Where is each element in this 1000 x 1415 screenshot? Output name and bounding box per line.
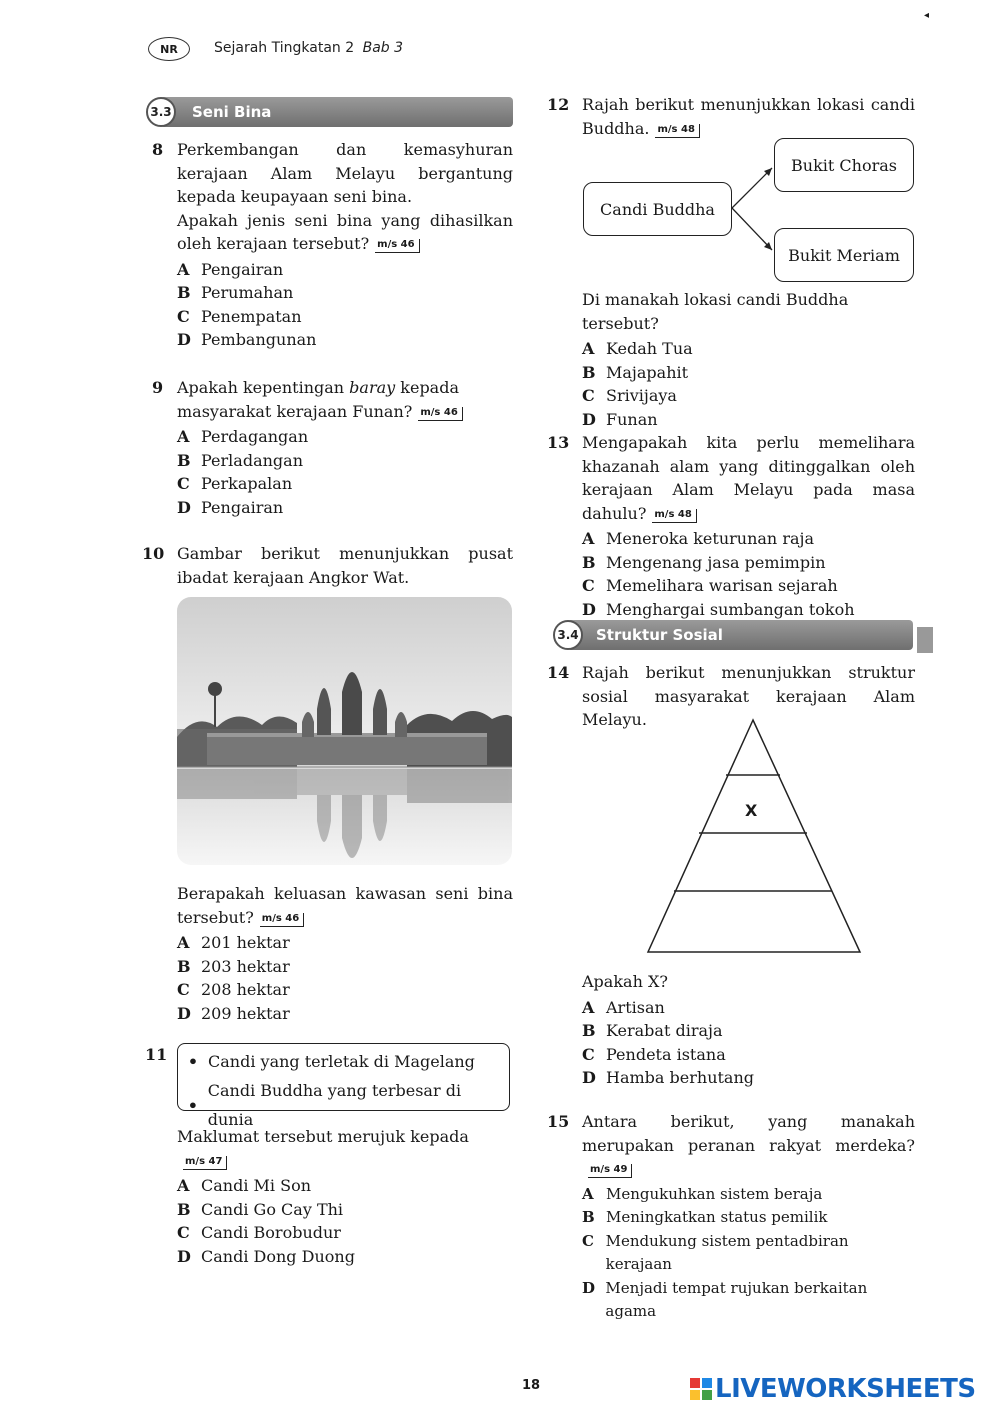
question-15 <box>547 1110 915 1324</box>
social-pyramid <box>645 717 865 957</box>
liveworksheets-logo[interactable] <box>690 1374 976 1404</box>
question-12 <box>547 93 915 140</box>
option-b[interactable]: B Perladangan <box>177 450 303 470</box>
section-number: 3.4 <box>553 620 583 650</box>
option-list <box>177 931 513 1025</box>
question-11 <box>177 1125 513 1268</box>
option-d[interactable]: D Menghargai sumbangan tokoh <box>582 599 855 619</box>
question-prompt: Berapakah keluasan kawasan seni bina tersebut? m/s 46 <box>177 884 513 927</box>
question-number: 9 <box>152 378 164 397</box>
section-number: 3.3 <box>146 97 176 127</box>
header-title <box>214 40 403 56</box>
page-number: 18 <box>522 1378 541 1393</box>
option-d[interactable]: D Pembangunan <box>177 330 317 349</box>
book-title: Sejarah Tingkatan 2 <box>214 40 355 56</box>
option-c[interactable]: C Memelihara warisan sejarah <box>582 576 838 595</box>
option-a[interactable]: A Perdagangan <box>177 427 309 446</box>
liveworksheets-brand: LIVEWORKSHEETS <box>715 1374 976 1404</box>
option-a[interactable]: A Meneroka keturunan raja <box>582 529 814 548</box>
question-8 <box>152 138 513 352</box>
option-b[interactable]: B Kerabat diraja <box>582 1021 723 1040</box>
question-number: 12 <box>547 95 570 114</box>
section-title: Seni Bina <box>192 103 272 121</box>
option-list <box>177 425 513 519</box>
angkor-wat-photo <box>177 597 512 865</box>
publisher-logo <box>148 37 190 61</box>
tab-marker <box>917 627 933 653</box>
page-reference: m/s 46 <box>375 239 419 253</box>
chapter-label: Bab 3 <box>362 40 404 56</box>
diagram-node-candi-buddha: Candi Buddha <box>583 182 732 236</box>
question-number: 14 <box>547 663 570 682</box>
question-10-prompt <box>177 882 513 1025</box>
option-b[interactable]: B Perumahan <box>177 283 294 302</box>
page-reference: m/s 46 <box>418 407 462 421</box>
option-a[interactable]: A Pengairan <box>177 259 284 279</box>
question-number: 8 <box>152 140 164 159</box>
question-stem: Antara berikut, yang manakah merupakan peranan rakyat merdeka?m/s 49 <box>582 1110 915 1181</box>
question-prompt: Apakah X? <box>582 972 668 991</box>
option-b[interactable]: B Majapahit <box>582 362 689 382</box>
option-c[interactable]: C Penempatan <box>177 306 302 326</box>
option-d[interactable]: D Pengairan <box>177 497 284 517</box>
question-number: 13 <box>547 433 570 452</box>
option-d[interactable]: D 209 hektar <box>177 1003 290 1023</box>
option-d[interactable]: D Funan <box>582 409 658 429</box>
option-list <box>177 1174 513 1268</box>
question-prompt: Apakah jenis seni bina yang dihasilkan oleh kerajaan tersebut? m/s 46 <box>177 210 513 253</box>
option-a[interactable]: A Mengukuhkan sistem beraja <box>582 1184 823 1203</box>
option-d[interactable]: D Menjadi tempat rujukan berkaitan agama <box>582 1278 868 1320</box>
question-prompt: Di manakah lokasi candi Buddha tersebut? <box>582 290 849 333</box>
question-stem: Rajah berikut menunjukkan lokasi candi Buddha. m/s 48 <box>582 95 915 138</box>
option-a[interactable]: A Candi Mi Son <box>177 1176 312 1195</box>
option-d[interactable]: D Candi Dong Duong <box>177 1246 355 1266</box>
diagram-node-bukit-meriam: Bukit Meriam <box>774 228 914 282</box>
page-reference: m/s 47 <box>183 1156 227 1170</box>
question-number: 10 <box>142 544 165 563</box>
option-list <box>177 258 513 352</box>
option-list <box>582 996 915 1090</box>
question-14-prompt <box>582 970 915 1090</box>
option-d[interactable]: D Hamba berhutang <box>582 1068 755 1087</box>
option-c[interactable]: C 208 hektar <box>177 980 290 999</box>
info-box <box>177 1043 510 1129</box>
angkor-wat-image <box>177 597 512 865</box>
option-c[interactable]: C Mendukung sistem pentadbiran kerajaan <box>582 1231 849 1273</box>
question-10 <box>142 542 513 589</box>
option-list <box>582 337 915 431</box>
page-reference: m/s 48 <box>652 509 696 523</box>
page-reference: m/s 48 <box>655 124 699 138</box>
question-11-number: 11 <box>145 1045 168 1064</box>
corner-mark: ◂ <box>924 10 930 21</box>
question-12-prompt <box>582 288 915 431</box>
diagram-node-bukit-choras: Bukit Choras <box>774 138 914 192</box>
bullet-item: • Candi yang terletak di Magelang <box>187 1052 475 1071</box>
question-number: 15 <box>547 1112 570 1131</box>
page-reference: m/s 46 <box>260 913 304 927</box>
option-c[interactable]: C Pendeta istana <box>582 1044 726 1064</box>
option-a[interactable]: A Kedah Tua <box>582 339 693 358</box>
option-b[interactable]: B Candi Go Cay Thi <box>177 1199 344 1219</box>
liveworksheets-icon <box>690 1378 712 1400</box>
question-13 <box>547 431 915 621</box>
question-prompt: Maklumat tersebut merujuk kepadam/s 47 <box>177 1125 513 1172</box>
pyramid-label-x: X <box>745 801 758 820</box>
option-list <box>582 527 915 621</box>
question-stem: Mengapakah kita perlu memelihara khazanah alam yang ditinggalkan oleh kerajaan Alam Melayu pada masa dahulu? m/s 48 <box>582 433 915 523</box>
option-c[interactable]: C Perkapalan <box>177 474 293 493</box>
question-stem: Apakah kepentingan baray kepada masyarakat kerajaan Funan? m/s 46 <box>177 376 513 423</box>
option-b[interactable]: B 203 hektar <box>177 956 290 976</box>
option-b[interactable]: B Mengenang jasa pemimpin <box>582 552 826 572</box>
option-b[interactable]: B Meningkatkan status pemilik <box>582 1208 828 1226</box>
section-title: Struktur Sosial <box>596 626 723 644</box>
page-reference: m/s 49 <box>588 1164 632 1178</box>
publisher-logo-text: NR <box>160 42 178 56</box>
option-list <box>582 1183 915 1324</box>
question-9 <box>152 376 513 519</box>
bullet-item: • Candi Buddha yang terbesar di dunia <box>187 1081 462 1129</box>
question-stem: Gambar berikut menunjukkan pusat ibadat kerajaan Angkor Wat. <box>177 544 513 587</box>
option-c[interactable]: C Candi Borobudur <box>177 1223 341 1242</box>
option-a[interactable]: A 201 hektar <box>177 933 290 952</box>
option-c[interactable]: C Srivijaya <box>582 386 677 405</box>
question-stem: Rajah berikut menunjukkan struktur sosial masyarakat kerajaan Alam Melayu. <box>582 663 915 729</box>
question-stem: Perkembangan dan kemasyhuran kerajaan Alam Melayu bergantung kepada keupayaan seni bina. <box>177 140 513 206</box>
option-a[interactable]: A Artisan <box>582 997 665 1017</box>
